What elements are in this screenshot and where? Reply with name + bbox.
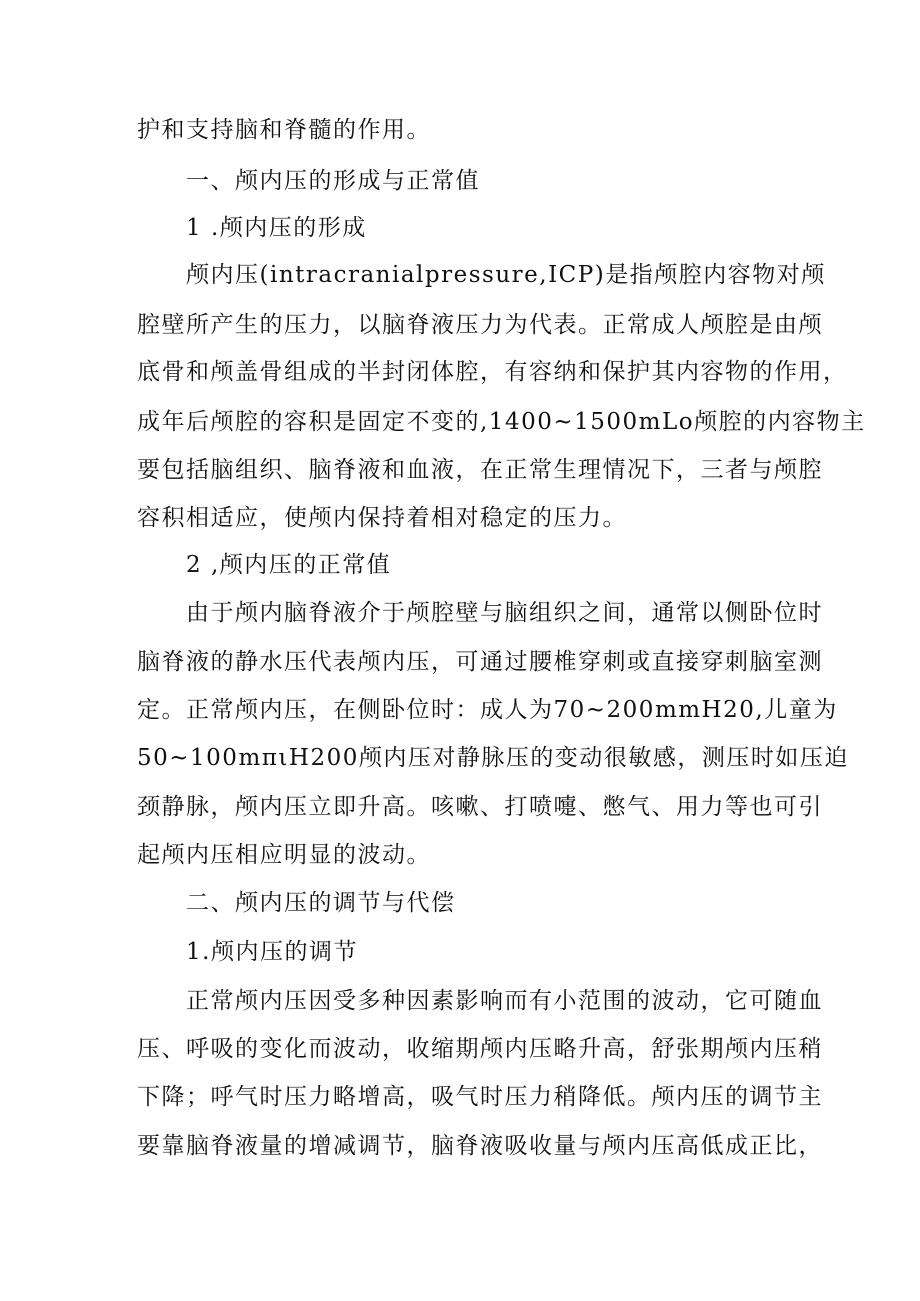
paragraph-line: 正常颅内压因受多种因素影响而有小范围的波动，它可随血	[186, 988, 823, 1014]
subsection-heading: 2 ,颅内压的正常值	[186, 552, 392, 578]
paragraph-line: 脑脊液的静水压代表颅内压，可通过腰椎穿刺或直接穿刺脑室测	[137, 649, 823, 675]
paragraph-line: 容积相适应，使颅内保持着相对稳定的压力。	[137, 505, 627, 531]
paragraph-line: 要靠脑脊液量的增减调节，脑脊液吸收量与颅内压高低成正比，	[137, 1133, 823, 1159]
paragraph-line: 起颅内压相应明显的波动。	[137, 842, 431, 868]
paragraph-line: 压、呼吸的变化而波动，收缩期颅内压略升高，舒张期颅内压稍	[137, 1036, 823, 1062]
section-heading-2: 二、颅内压的调节与代偿	[186, 890, 456, 916]
subsection-heading: 1.颅内压的调节	[186, 939, 358, 965]
subsection-heading: 1 .颅内压的形成	[186, 215, 367, 241]
paragraph-line: 护和支持脑和脊髓的作用。	[137, 117, 431, 143]
paragraph-line: 要包括脑组织、脑脊液和血液，在正常生理情况下，三者与颅腔	[137, 457, 823, 483]
paragraph-line: 颈静脉，颅内压立即升高。咳嗽、打喷嚏、憋气、用力等也可引	[137, 794, 823, 820]
paragraph-line: 成年后颅腔的容积是固定不变的,1400~1500mLo颅腔的内容物主	[137, 409, 866, 435]
paragraph-line: 底骨和颅盖骨组成的半封闭体腔，有容纳和保护其内容物的作用，	[137, 359, 848, 385]
paragraph-line: 由于颅内脑脊液介于颅腔壁与脑组织之间，通常以侧卧位时	[186, 600, 823, 626]
paragraph-line: 下降；呼气时压力略增高，吸气时压力稍降低。颅内压的调节主	[137, 1084, 823, 1110]
paragraph-line: 定。正常颅内压，在侧卧位时：成人为70~200mmH20,儿童为	[137, 697, 838, 723]
paragraph-line: 50~100mπιH200颅内压对静脉压的变动很敏感，测压时如压迫	[137, 745, 849, 771]
paragraph-line: 颅内压(intracranialpressure,ICP)是指颅腔内容物对颅	[186, 262, 826, 288]
paragraph-line: 腔壁所产生的压力，以脑脊液压力为代表。正常成人颅腔是由颅	[137, 312, 823, 338]
section-heading-1: 一、颅内压的形成与正常值	[186, 168, 480, 194]
